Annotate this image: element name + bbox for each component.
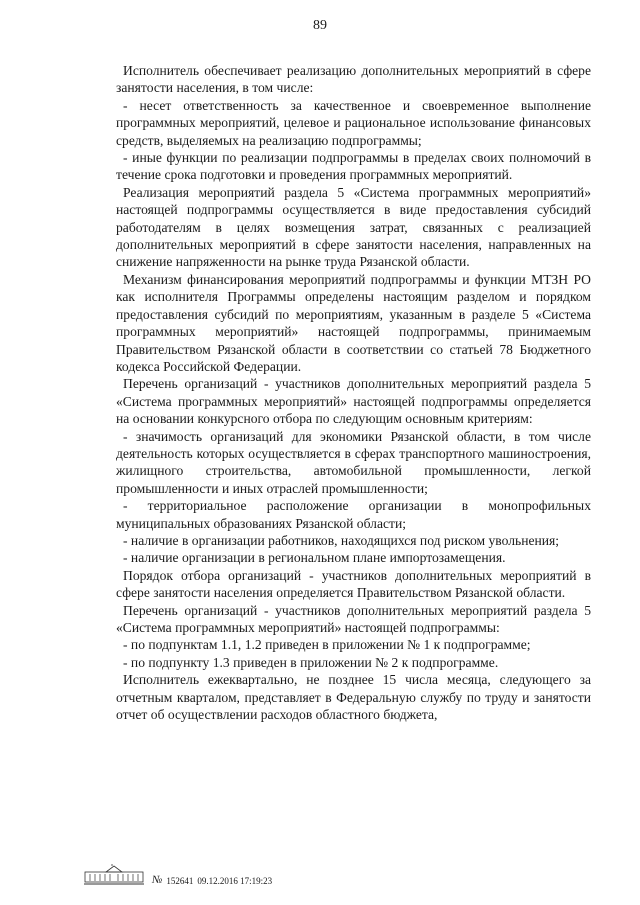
list-item: - по подпунктам 1.1, 1.2 приведен в приложении № 1 к подпрограмме;	[123, 637, 531, 653]
paragraph: Порядок отбора организаций - участников дополнительных мероприятий в сфере занятости населения определяется Правительством Рязанской области.	[116, 567, 591, 601]
registration-timestamp: 09.12.2016 17:19:23	[197, 876, 273, 886]
list-item: - по подпункту 1.3 приведен в приложении № 2 к подпрограмме.	[123, 654, 499, 670]
list-item: - иные функции по реализации подпрограммы в пределах своих полномочий в течение срока подготовки и проведения программных мероприятий.	[116, 150, 591, 183]
paragraph: Исполнитель обеспечивает реализацию дополнительных мероприятий в сфере занятости населения, в том числе:	[116, 63, 591, 96]
document-footer	[84, 864, 272, 886]
paragraph: Перечень организаций - участников дополнительных мероприятий раздела 5 «Система программных мероприятий» настоящей подпрограммы определяется на основании конкурсного отбора по следующим основным критериям:	[116, 376, 591, 427]
page-number: 89	[313, 18, 327, 33]
list-item: - значимость организаций для экономики Рязанской области, в том числе деятельность которых осуществляется в сферах транспортного машиностроения, жилищного строительства, автомобильной промышленности, легкой промышленности и иных отраслей промышленности;	[116, 428, 591, 496]
document-number: 152641	[166, 876, 194, 886]
registry-building-logo	[84, 864, 144, 886]
paragraph: Перечень организаций - участников дополнительных мероприятий раздела 5 «Система программных мероприятий» настоящей подпрограммы:	[116, 602, 591, 635]
list-item: - наличие организации в региональном плане импортозамещения.	[123, 550, 506, 566]
paragraph: Механизм финансирования мероприятий подпрограммы и функции МТЗН РО как исполнителя Программы определены настоящим разделом и порядком предоставления субсидий по мероприятиям, указанным в разделе 5 «Система программных мероприятий» настоящей подпрограммы, принимаемым Правительством Рязанской области в соответствии со статьей 78 Бюджетного кодекса Российской Федерации.	[116, 271, 591, 374]
registry-number-sign: №	[152, 874, 163, 886]
paragraph: Исполнитель ежеквартально, не позднее 15 числа месяца, следующего за отчетным кварталом, представляет в Федеральную службу по труду и занятости отчет об осуществлении расходов областного бюджета,	[116, 672, 591, 723]
list-item: - наличие в организации работников, находящихся под риском увольнения;	[123, 532, 560, 548]
document-body	[116, 62, 591, 723]
list-item: - территориальное расположение организации в монопрофильных муниципальных образованиях Рязанской области;	[116, 498, 591, 531]
paragraph: Реализация мероприятий раздела 5 «Система программных мероприятий» настоящей подпрограммы осуществляется в виде предоставления субсидий работодателям в целях возмещения затрат, связанных с реализацией дополнительных мероприятий в сфере занятости населения, направленных на снижение напряженности на рынке труда Рязанской области.	[116, 184, 591, 270]
list-item: - несет ответственность за качественное и своевременное выполнение программных мероприятий, целевое и рациональное использование финансовых средств, выделяемых на реализацию подпрограммы;	[116, 97, 591, 148]
